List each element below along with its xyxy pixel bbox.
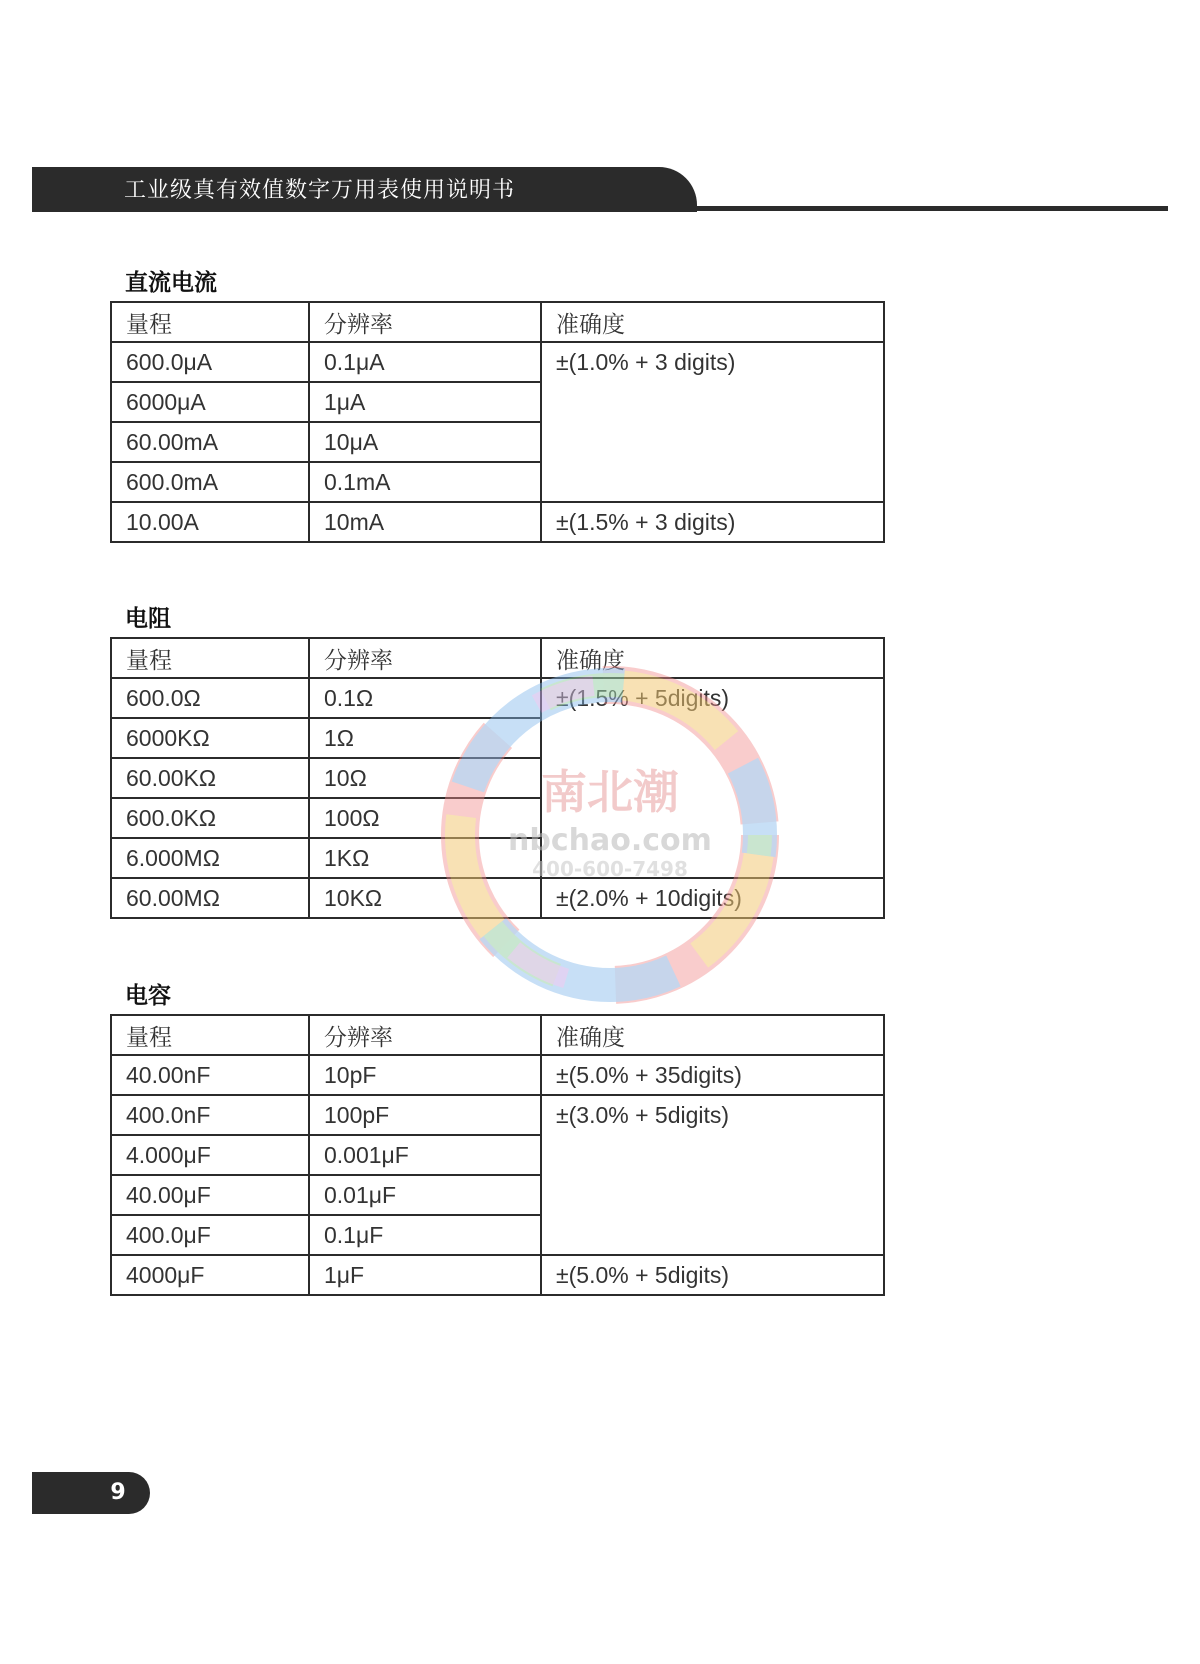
resolution-cell: 10pF — [309, 1055, 541, 1095]
range-cell: 6000KΩ — [111, 718, 309, 758]
range-cell: 600.0Ω — [111, 678, 309, 718]
watermark-site: nbchao.com — [508, 823, 712, 858]
accuracy-cell: ±(2.0% + 10digits) — [541, 878, 884, 918]
range-cell: 400.0μF — [111, 1215, 309, 1255]
resolution-cell: 10μA — [309, 422, 541, 462]
resolution-cell: 10Ω — [309, 758, 541, 798]
range-cell: 10.00A — [111, 502, 309, 542]
section-title-resistance: 电阻 — [125, 606, 171, 632]
table-header-row — [111, 1015, 884, 1055]
resistance-table — [110, 637, 885, 919]
column-header-range: 量程 — [111, 1015, 309, 1055]
column-header-resolution: 分辨率 — [309, 638, 541, 678]
accuracy-cell: ±(1.5% + 5digits) — [541, 678, 884, 878]
column-header-accuracy: 准确度 — [541, 638, 884, 678]
range-cell: 60.00mA — [111, 422, 309, 462]
table-header-row — [111, 638, 884, 678]
table-row — [111, 1055, 884, 1095]
range-cell: 40.00nF — [111, 1055, 309, 1095]
resolution-cell: 0.1μF — [309, 1215, 541, 1255]
resolution-cell: 10mA — [309, 502, 541, 542]
resolution-cell: 0.1μA — [309, 342, 541, 382]
resolution-cell: 0.01μF — [309, 1175, 541, 1215]
table-row — [111, 1095, 884, 1135]
range-cell: 6000μA — [111, 382, 309, 422]
resolution-cell: 1Ω — [309, 718, 541, 758]
resolution-cell: 1μF — [309, 1255, 541, 1295]
table-row — [111, 502, 884, 542]
range-cell: 6.000MΩ — [111, 838, 309, 878]
page-number: 9 — [110, 1480, 126, 1505]
resolution-cell: 10KΩ — [309, 878, 541, 918]
resolution-cell: 0.1Ω — [309, 678, 541, 718]
column-header-resolution: 分辨率 — [309, 302, 541, 342]
dc-current-table — [110, 301, 885, 543]
accuracy-cell: ±(1.5% + 3 digits) — [541, 502, 884, 542]
range-cell: 600.0KΩ — [111, 798, 309, 838]
column-header-accuracy: 准确度 — [541, 302, 884, 342]
resolution-cell: 100pF — [309, 1095, 541, 1135]
resolution-cell: 1μA — [309, 382, 541, 422]
range-cell: 600.0mA — [111, 462, 309, 502]
table-row — [111, 678, 884, 718]
column-header-accuracy: 准确度 — [541, 1015, 884, 1055]
column-header-resolution: 分辨率 — [309, 1015, 541, 1055]
column-header-range: 量程 — [111, 638, 309, 678]
document-title: 工业级真有效值数字万用表使用说明书 — [124, 178, 516, 203]
column-header-range: 量程 — [111, 302, 309, 342]
accuracy-cell: ±(1.0% + 3 digits) — [541, 342, 884, 502]
range-cell: 400.0nF — [111, 1095, 309, 1135]
table-header-row — [111, 302, 884, 342]
table-row — [111, 1255, 884, 1295]
range-cell: 60.00KΩ — [111, 758, 309, 798]
table-row — [111, 878, 884, 918]
capacitance-table — [110, 1014, 885, 1296]
section-title-capacitance: 电容 — [125, 983, 171, 1009]
table-row — [111, 342, 884, 382]
resolution-cell: 0.001μF — [309, 1135, 541, 1175]
range-cell: 4000μF — [111, 1255, 309, 1295]
watermark-brand: 南北潮 — [541, 765, 679, 819]
resolution-cell: 100Ω — [309, 798, 541, 838]
range-cell: 60.00MΩ — [111, 878, 309, 918]
range-cell: 600.0μA — [111, 342, 309, 382]
watermark-phone: 400-600-7498 — [532, 857, 688, 881]
section-title-dc-current: 直流电流 — [125, 270, 217, 296]
accuracy-cell: ±(5.0% + 35digits) — [541, 1055, 884, 1095]
range-cell: 40.00μF — [111, 1175, 309, 1215]
resolution-cell: 1KΩ — [309, 838, 541, 878]
resolution-cell: 0.1mA — [309, 462, 541, 502]
accuracy-cell: ±(3.0% + 5digits) — [541, 1095, 884, 1255]
range-cell: 4.000μF — [111, 1135, 309, 1175]
accuracy-cell: ±(5.0% + 5digits) — [541, 1255, 884, 1295]
